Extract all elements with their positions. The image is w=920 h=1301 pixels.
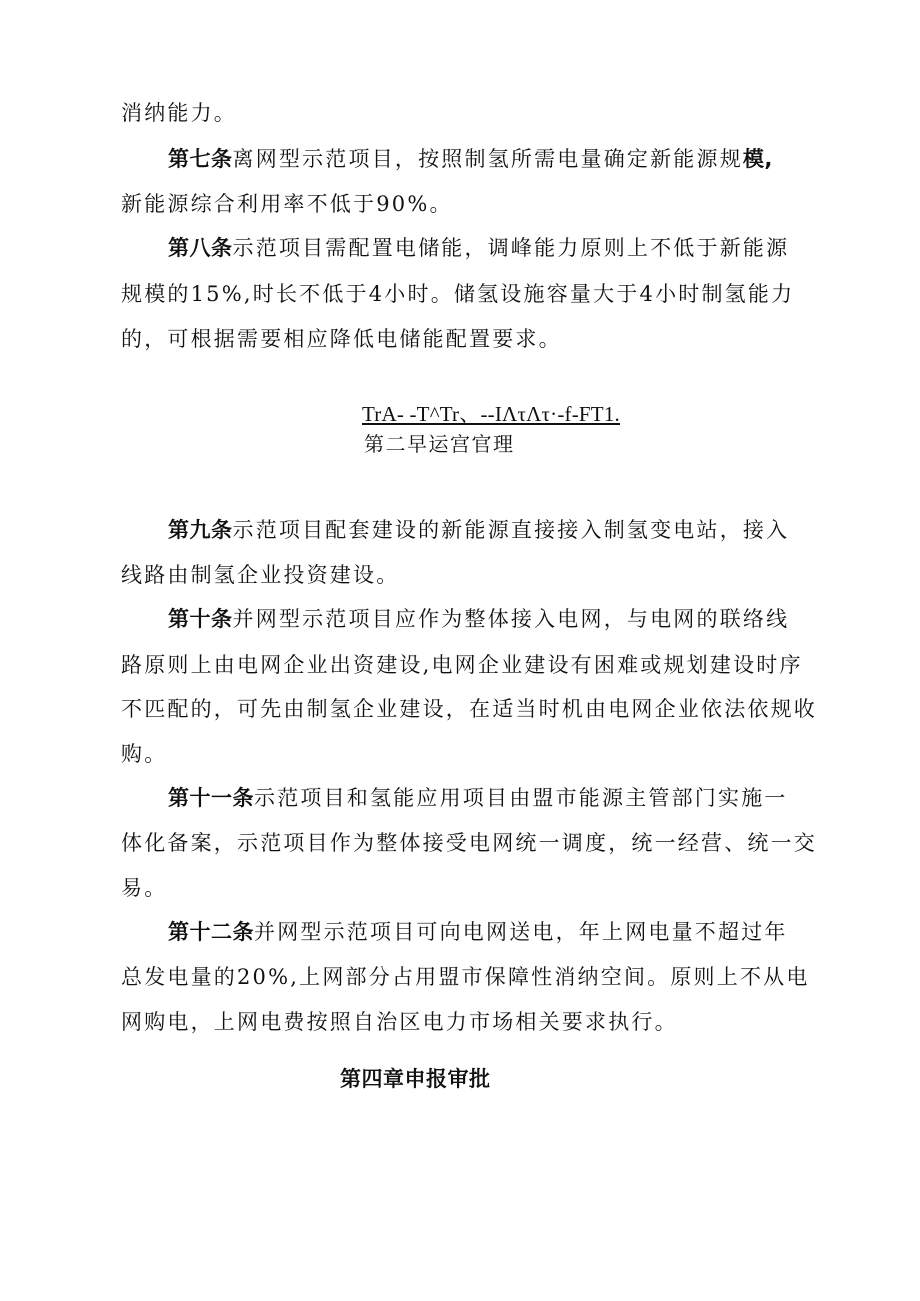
chapter-heading: 第二早运宫官理 <box>364 432 515 456</box>
paragraph-text: 总发电量的20%,上网部分占用盟市保障性消纳空间。原则上不从电 <box>121 965 810 989</box>
text-line <box>121 829 817 857</box>
text-line <box>121 651 803 679</box>
paragraph-text: 的，可根据需要相应降低电储能配置要求。 <box>121 327 562 351</box>
text-line <box>121 280 794 308</box>
text-line <box>121 561 399 589</box>
article-number: 第十二条 <box>168 920 254 944</box>
text-line <box>121 695 817 723</box>
article-number: 第九条 <box>168 518 233 542</box>
paragraph-text: 示范项目需配置电储能，调峰能力原则上不低于新能源 <box>232 236 790 260</box>
paragraph-text: 新能源综合利用率不低于90%。 <box>121 192 453 216</box>
paragraph-text: 不匹配的，可先由制氢企业建设，在适当时机由电网企业依法依规收 <box>121 697 817 721</box>
text-line <box>121 1008 678 1036</box>
article-7 <box>168 145 773 173</box>
article-number: 第十一条 <box>168 786 254 810</box>
article-number: 第八条 <box>168 236 233 260</box>
article-9 <box>168 516 789 544</box>
text-line <box>121 874 167 902</box>
paragraph-text: 并网型示范项目可向电网送电，年上网电量不超过年 <box>254 920 788 944</box>
paragraph-text: 购。 <box>121 742 168 766</box>
paragraph-text: 并网型示范项目应作为整体接入电网，与电网的联络线 <box>232 607 790 631</box>
paragraph-text: 线路由制氢企业投资建设。 <box>121 563 400 587</box>
paragraph-text-bold: 模, <box>742 147 773 171</box>
paragraph-text: 路原则上由电网企业出资建设,电网企业建设有困难或规划建设时序 <box>121 653 803 677</box>
paragraph-text: 示范项目配套建设的新能源直接接入制氢变电站，接入 <box>232 518 790 542</box>
article-12 <box>168 918 788 946</box>
text-line <box>121 325 562 353</box>
article-11 <box>168 784 788 812</box>
article-number: 第十条 <box>168 607 233 631</box>
paragraph-text: 规模的15%,时长不低于4小时。储氢设施容量大于4小时制氢能力 <box>121 282 795 306</box>
article-number: 第七条 <box>168 147 233 171</box>
article-8 <box>168 234 789 262</box>
text-line <box>121 963 810 991</box>
article-10 <box>168 605 789 633</box>
paragraph-text: 示范项目和氢能应用项目由盟市能源主管部门实施一 <box>254 786 788 810</box>
paragraph-text: 易。 <box>121 876 168 900</box>
chapter-heading-garbled: TrA- -T^Tr、--IΛτΛτ·-f-FT1. <box>362 402 620 426</box>
text-line <box>121 190 453 218</box>
paragraph-text: 离网型示范项目，按照制氢所需电量确定新能源规 <box>232 147 743 171</box>
paragraph-text: 消纳能力。 <box>121 101 237 125</box>
text-line <box>121 740 167 768</box>
chapter-heading: 第四章申报审批 <box>340 1067 491 1091</box>
paragraph-text: 网购电，上网电费按照自治区电力市场相关要求执行。 <box>121 1010 678 1034</box>
text-line <box>121 99 237 127</box>
paragraph-text: 体化备案，示范项目作为整体接受电网统一调度，统一经营、统一交 <box>121 831 817 855</box>
